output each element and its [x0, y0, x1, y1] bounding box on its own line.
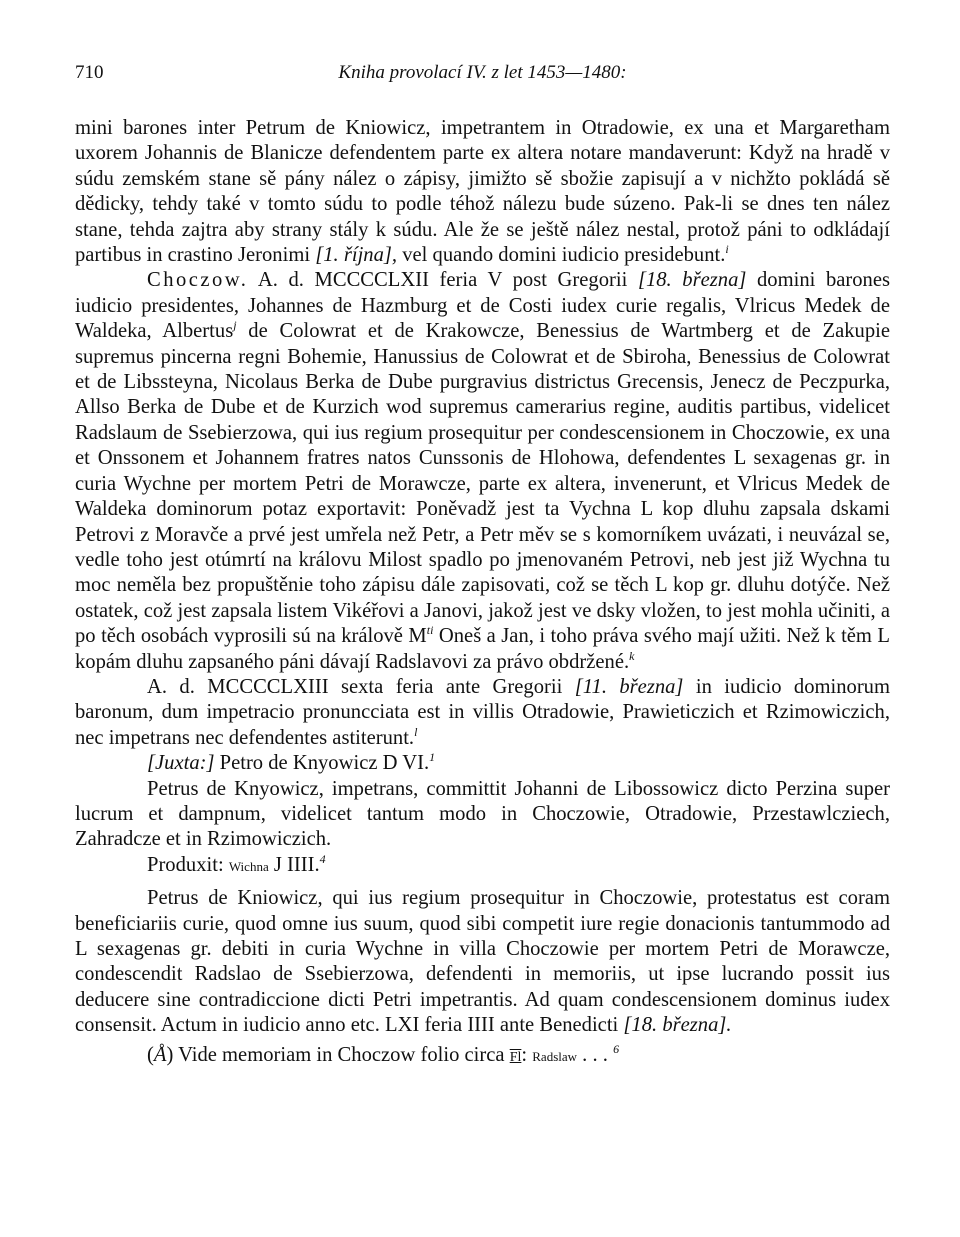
text: A. d. MCCCCLXIII sexta feria ante Gregorii	[147, 675, 575, 698]
text: . . .	[577, 1043, 614, 1066]
text: (	[147, 1043, 154, 1066]
text: Petrus de Knyowicz, impetrans, committit Johanni de Libossowicz dicto Perzina super lucrum et dampnum, videlicet tantum modo in Choczowie, Otradowie, Przestawlcziech, Zahradcze et in Rzimowiczich.	[75, 777, 890, 851]
paragraph-5	[75, 777, 890, 853]
footnote-mark: j	[233, 318, 237, 333]
paragraph-2	[75, 268, 890, 675]
place-name: Choczow.	[147, 269, 249, 292]
text: Petro de Knyowicz D VI.	[214, 752, 430, 775]
paragraph-4	[75, 751, 890, 776]
footnote-mark: k	[629, 648, 635, 663]
small-caps-name: Radslaw	[532, 1048, 578, 1064]
text: de Colowrat et de Krakowcze, Benessius de Wartmberg et de Zakupie supremus pincerna regni Bohemie, Hanussius de Colowrat et de Sbiroha, Benessius de Colowrat et de Libssteyna, Nicolaus Berka de Dube purgravius districtus Grecensis, Jenecz de Peczpurka, Allso Berka de Dube et de Kurzich wod supremus camerarius regine, auditis partibus, videlicet Radslaum de Ssebierzowa, qui ius regium prosequitur per condescensionem in Choczowie, ex una et Onssonem et Johannem fratres natos Cunssonis de Hlohowa, defendentes L sexagenas gr. in curia Wychne per mortem Petri de Morawcze, parte ex altera, invenerunt, et Vlricus Medek de Waldeka dominorum potaz exportavit: Poněvadž jest ta Vychna L kop dluhu zapsala dskami Petrovi z Moravče a prvé jest umřela než Petr, a Petr měv se s komorníkem uvázati, i neuvázal se, vedle toho jest otúmrtí na královu Milost spadlo po jmenovaném Petrovi, neb jest již Wychna tu moc neměla bez propuštěnie toho zápisu dále zapisovati, což se těch L kop gr. dluhu dotýče. Než ostatek, což jest zapsala listem Vikéřovi a Janovi, jakož jest ve dsky vložen, to jest mohla učiniti, a po těch osobách vyprosili sú na králově M	[75, 320, 890, 648]
paragraph-6	[75, 853, 890, 879]
text: Produxit:	[147, 853, 229, 876]
page-number: 710	[75, 62, 104, 83]
paragraph-3	[75, 675, 890, 751]
footnote-mark: i	[725, 242, 729, 257]
siglum: Å	[153, 1043, 167, 1066]
editorial-note: [1. října],	[315, 244, 398, 267]
running-title: Kniha provolací IV. z let 1453—1480:	[338, 62, 627, 83]
text: in iudicio dominorum baronum, dum impetracio pronuncciata est in villis Otradowie, Prawieticzich et Rzimowiczich, nec impetrans nec defendentes astiterunt.	[75, 675, 891, 749]
page	[75, 62, 890, 1070]
footnote-mark: 1	[429, 750, 436, 765]
editorial-note: [Juxta:]	[147, 752, 215, 775]
folio-symbol: Fl	[509, 1049, 522, 1065]
paragraph-1	[75, 116, 890, 268]
small-caps-name: Wichna	[228, 858, 269, 874]
text: domini barones iudicio presidentes, Johannes de Hazmburg et de Costi iudex curie regalis, Vlricus Medek de Waldeka, Albertus	[75, 269, 891, 343]
text: ) Vide memoriam in Choczow folio circa	[166, 1043, 510, 1066]
footnote-mark: l	[414, 724, 418, 739]
page-header	[75, 62, 890, 94]
text: J IIII.	[268, 853, 320, 876]
editorial-note: [18. března]	[637, 269, 747, 292]
editorial-note: [11. března]	[574, 675, 684, 698]
footnote-mark: 6	[613, 1041, 620, 1056]
text: A. d. MCCCCLXII feria V post Gregorii	[248, 269, 638, 292]
paragraph-7	[75, 886, 890, 1038]
footnote-mark: 4	[319, 851, 326, 866]
text: Petrus de Kniowicz, qui ius regium prosequitur in Choczowie, protestatus est coram beneficiariis curie, quod omne ius suum, quod sibi competit iure regie donacionis tantummodo ad L sexagenas gr. debiti in curia Wychne in villa Choczowie per mortem Petri de Morawcze, condescendit Radslao de Ssebierzowa, defendenti in memoriis, ut ipse lucrando possit ius deducere sine contradiccione dicti Petri impetrantis. Ad quam condescensionem dominus iudex consensit. Actum in iudicio anno etc. LXI feria IIII ante Benedicti	[75, 887, 890, 1037]
text: mini barones inter Petrum de Kniowicz, impetrantem in Otradowie, ex una et Margaretham uxorem Johannis de Blanicze defendentem parte ex altera notare mandaverunt: Když na hradě v súdu zemském stane sě pány nález o zápisy, jimižto sě sbožie zapisují a v nichžto pokládá sě dědicky, tehdy také v tomto súdu to podle téhož nálezu bude súzeno. Pak-li se dnes ten nález stane, tehda zajtra aby strany stály k súdu. Ale že se ještě nález nestal, protož páni to odkládají partibus in crastino Jeronimi	[75, 117, 890, 267]
text: Oneš a Jan, i toho práva svého mají užiti. Než k těm L kopám dluhu zapsaného páni dávají Radslavovi za právo obdržené.	[75, 625, 890, 673]
body-text	[75, 116, 890, 1070]
superscript: ti	[426, 623, 434, 638]
text: vel quando domini iudicio presidebunt.	[397, 244, 726, 267]
editorial-note: [18. března].	[623, 1014, 732, 1037]
paragraph-8	[75, 1043, 890, 1070]
text: :	[521, 1043, 533, 1066]
